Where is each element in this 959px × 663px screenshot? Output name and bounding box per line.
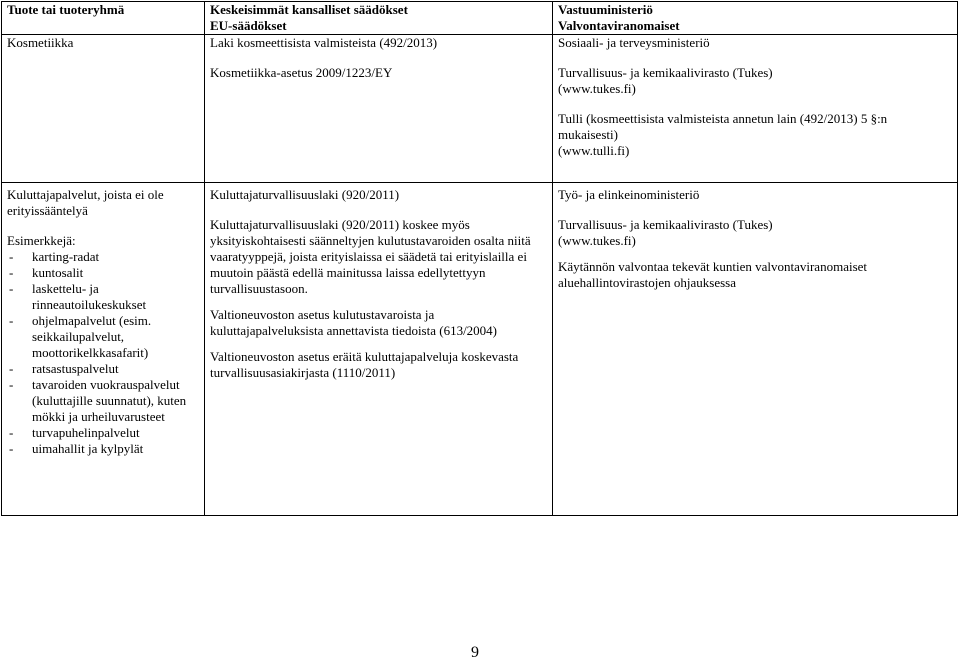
list-item: - ohjelmapalvelut (esim. seikkailupalvelut, moottorikelkkasafarit) [7,313,199,361]
header-legislation: Keskeisimmät kansalliset säädökset EU-säädökset [205,2,553,35]
list-item: - tavaroiden vuokrauspalvelut (kuluttajille suunnatut), kuten mökki ja urheiluvarusteet [7,377,199,425]
list-item: - uimahallit ja kylpylät [7,441,199,457]
product-cell: Kosmetiikka [2,35,205,183]
product-cell: Kuluttajapalvelut, joista ei ole erityissääntelyä Esimerkkejä: - karting-radat - kuntosalit - laskettelu- ja rinneautoilukeskukset - ohjelmapalvelut (esim. seikkailupalvelut, moottorikelkkasafarit) - ratsastuspalvelut - tavaroiden vuokrauspalvelut (kuluttajille suunnatut), kuten mökki ja urheiluvarusteet - turvapuhelinpalvelut - uimahallit ja kylpylät [2,183,205,516]
examples-list [7,249,199,457]
header-product: Tuote tai tuoteryhmä [2,2,205,35]
list-item: - turvapuhelinpalvelut [7,425,199,441]
legislation-cell: Laki kosmeettisista valmisteista (492/2013) Kosmetiikka-asetus 2009/1223/EY [205,35,553,183]
table-header-row [2,2,958,35]
legislation-cell: Kuluttajaturvallisuuslaki (920/2011) Kuluttajaturvallisuuslaki (920/2011) koskee myös yksityiskohtaisesti säänneltyjen kulutustavaroiden osalta niitä vaaratyyppejä, joista erityislaissa ei säädetä tai erityislailla ei muutoin päästä edellä mainitussa laissa edellytettyyn turvallisuustasoon. Valtioneuvoston asetus kulutustavaroista ja kuluttajapalveluksista annettavista tiedoista (613/2004) Valtioneuvoston asetus eräitä kuluttajapalveluja koskevasta turvallisuusasiakirjasta (1110/2011) [205,183,553,516]
list-item: - laskettelu- ja rinneautoilukeskukset [7,281,199,313]
table-row [2,183,958,516]
authority-cell: Työ- ja elinkeinoministeriö Turvallisuus- ja kemikaalivirasto (Tukes) (www.tukes.fi) Käytännön valvontaa tekevät kuntien valvontaviranomaiset aluehallintovirastojen ohjauksessa [553,183,958,516]
header-authority: Vastuuministeriö Valvontaviranomaiset [553,2,958,35]
authority-cell: Sosiaali- ja terveysministeriö Turvallisuus- ja kemikaalivirasto (Tukes) (www.tukes.fi) Tulli (kosmeettisista valmisteista annetun lain (492/2013) 5 §:n mukaisesti) (www.tulli.fi) [553,35,958,183]
list-item: - ratsastuspalvelut [7,361,199,377]
table-row [2,35,958,183]
page-number: 9 [471,644,479,661]
list-item: - karting-radat [7,249,199,265]
list-item: - kuntosalit [7,265,199,281]
regulation-table [1,1,958,516]
